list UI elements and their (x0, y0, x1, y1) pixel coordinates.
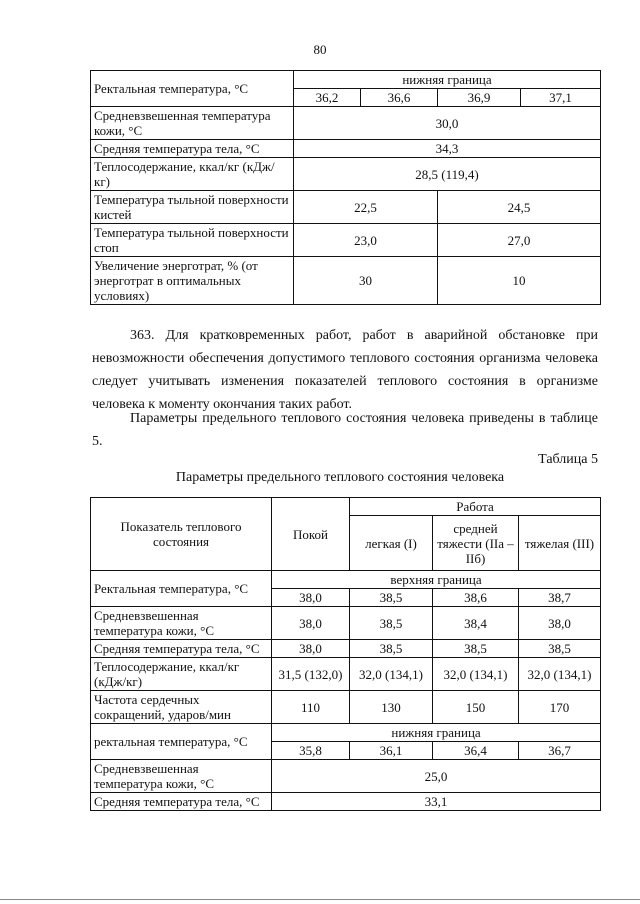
cell-value: 38,0 (272, 589, 350, 607)
header-rest: Покой (272, 498, 350, 571)
cell-value: 36,7 (519, 742, 601, 760)
row-label: Температура тыльной поверхности кистей (91, 191, 294, 224)
row-label: Теплосодержание, ккал/кг (кДж/кг) (91, 658, 272, 691)
table-row (91, 140, 601, 158)
cell-value: 38,0 (519, 607, 601, 640)
row-label: Средневзвешенная температура кожи, °С (91, 607, 272, 640)
cell-value: 38,4 (433, 607, 519, 640)
cell-value: 38,6 (433, 589, 519, 607)
header-light: легкая (I) (350, 516, 433, 571)
cell-value: 37,1 (521, 89, 601, 107)
cell-value: 25,0 (272, 760, 601, 793)
header-row (91, 498, 601, 516)
row-label: Увеличение энерготрат, % (от энерготрат в оптимальных условиях) (91, 257, 294, 305)
table-row (91, 191, 601, 224)
table-row (91, 760, 601, 793)
table-lower-bound (90, 70, 601, 305)
table-row (91, 158, 601, 191)
cell-value: 36,1 (350, 742, 433, 760)
cell-value: 36,4 (433, 742, 519, 760)
row-label: Ректальная температура, °С (91, 571, 272, 607)
table-row (91, 107, 601, 140)
cell-value: 110 (272, 691, 350, 724)
table-row (91, 257, 601, 305)
row-label: Средневзвешенная температура кожи, °С (91, 107, 294, 140)
subheader-lower-bound: нижняя граница (272, 724, 601, 742)
cell-value: 30,0 (294, 107, 601, 140)
cell-value: 38,5 (433, 640, 519, 658)
row-label: Средняя температура тела, °С (91, 640, 272, 658)
header-indicator: Показатель теплового состояния (91, 498, 272, 571)
cell-value: 38,0 (272, 640, 350, 658)
cell-value: 150 (433, 691, 519, 724)
cell-value: 38,5 (350, 640, 433, 658)
cell-value: 36,2 (294, 89, 361, 107)
table-row (91, 71, 601, 89)
cell-value: 130 (350, 691, 433, 724)
table-row (91, 658, 601, 691)
cell-value: 27,0 (438, 224, 601, 257)
table-row (91, 571, 601, 589)
header-heavy: тяжелая (III) (519, 516, 601, 571)
cell-value: 36,6 (361, 89, 438, 107)
cell-value: 38,7 (519, 589, 601, 607)
cell-value: 36,9 (438, 89, 521, 107)
table-number: Таблица 5 (538, 452, 598, 467)
cell-value: 31,5 (132,0) (272, 658, 350, 691)
page-bottom-rule (0, 899, 640, 900)
header-medium: средней тяжести (IIа – IIб) (433, 516, 519, 571)
cell-value: 30 (294, 257, 438, 305)
table-row (91, 691, 601, 724)
table-row (91, 793, 601, 811)
cell-value: 38,0 (272, 607, 350, 640)
row-label: Средняя температура тела, °С (91, 793, 272, 811)
cell-value: 34,3 (294, 140, 601, 158)
cell-value: 23,0 (294, 224, 438, 257)
cell-value: 35,8 (272, 742, 350, 760)
cell-value: 24,5 (438, 191, 601, 224)
table-row (91, 724, 601, 742)
table-row (91, 224, 601, 257)
subheader-upper-bound: верхняя граница (272, 571, 601, 589)
cell-value: 38,5 (519, 640, 601, 658)
table-row (91, 607, 601, 640)
table-5 (90, 497, 601, 811)
cell-value: 32,0 (134,1) (433, 658, 519, 691)
cell-value: 32,0 (134,1) (519, 658, 601, 691)
row-label: ректальная температура, °С (91, 724, 272, 760)
page-number: 80 (313, 42, 327, 57)
row-label: Частота сердечных сокращений, ударов/мин (91, 691, 272, 724)
cell-value: 33,1 (272, 793, 601, 811)
row-label: Ректальная температура, °С (91, 71, 294, 107)
cell-value: 170 (519, 691, 601, 724)
row-label: Температура тыльной поверхности стоп (91, 224, 294, 257)
cell-value: 38,5 (350, 607, 433, 640)
row-label: Средняя температура тела, °С (91, 140, 294, 158)
row-label: Средневзвешенная температура кожи, °С (91, 760, 272, 793)
paragraph-table-reference: Параметры предельного теплового состояния человека приведены в таблице 5. (92, 411, 598, 449)
cell-value: 10 (438, 257, 601, 305)
table-row (91, 640, 601, 658)
cell-value: 22,5 (294, 191, 438, 224)
table-title: Параметры предельного теплового состояния человека (175, 470, 505, 485)
cell-value: 38,5 (350, 589, 433, 607)
paragraph-363: 363. Для кратковременных работ, работ в аварийной обстановке при невозможности обеспечения допустимого теплового состояния организма человека следует учитывать изменения показателей теплового состояния в организме человека к моменту окончания таких работ. (92, 328, 598, 412)
subheader-lower-bound: нижняя граница (294, 71, 601, 89)
cell-value: 32,0 (134,1) (350, 658, 433, 691)
row-label: Теплосодержание, ккал/кг (кДж/кг) (91, 158, 294, 191)
cell-value: 28,5 (119,4) (294, 158, 601, 191)
header-work: Работа (350, 498, 601, 516)
